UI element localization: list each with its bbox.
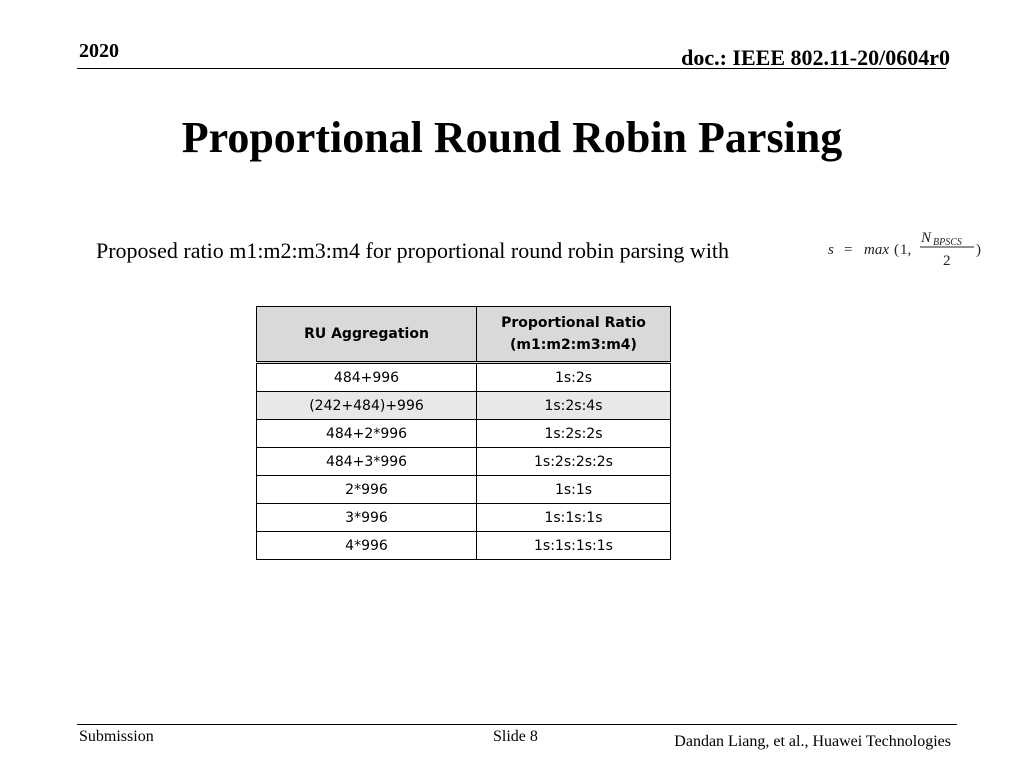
slide-title: Proportional Round Robin Parsing [181, 113, 843, 162]
cell-ru: 2*996 [257, 476, 477, 504]
footer-divider [77, 724, 957, 725]
table-row [257, 448, 671, 476]
header-divider [77, 68, 946, 69]
cell-ratio: 1s:2s:4s [477, 392, 671, 420]
cell-ratio: 1s:1s:1s [477, 504, 671, 532]
footer-slide-number: Slide 8 [493, 728, 538, 745]
cell-ratio: 1s:2s:2s [477, 420, 671, 448]
formula-arg1: 1, [900, 242, 912, 258]
table-row [257, 532, 671, 560]
cell-ru: 484+996 [257, 363, 477, 392]
cell-ru: 4*996 [257, 532, 477, 560]
svg-text:): ) [976, 242, 981, 258]
table-row [257, 476, 671, 504]
cell-ratio: 1s:1s [477, 476, 671, 504]
header-ru-aggregation: RU Aggregation [257, 307, 477, 363]
table-row [257, 392, 671, 420]
header-ratio-line2: (m1:m2:m3:m4) [510, 337, 637, 353]
body-text: Proposed ratio m1:m2:m3:m4 for proportional round robin parsing with [96, 238, 730, 263]
cell-ru: 484+3*996 [257, 448, 477, 476]
formula-numerator-sub: BPSCS [933, 237, 962, 248]
cell-ru: 3*996 [257, 504, 477, 532]
cell-ru: (242+484)+996 [257, 392, 477, 420]
table-header-row [257, 307, 671, 363]
cell-ru: 484+2*996 [257, 420, 477, 448]
svg-text:(: ( [894, 242, 899, 258]
table-row [257, 363, 671, 392]
footer-submission: Submission [79, 728, 154, 745]
header-ratio-line1: Proportional Ratio [501, 315, 646, 331]
header-year: 2020 [79, 40, 119, 62]
header-doc-id: doc.: IEEE 802.11-20/0604r0 [681, 45, 950, 70]
formula-numerator: N [921, 230, 932, 246]
formula-denominator: 2 [943, 253, 951, 269]
formula-equals: = [844, 242, 853, 258]
ratio-table [256, 306, 671, 560]
formula [826, 224, 986, 272]
table-row [257, 420, 671, 448]
cell-ratio: 1s:2s [477, 363, 671, 392]
cell-ratio: 1s:2s:2s:2s [477, 448, 671, 476]
cell-ratio: 1s:1s:1s:1s [477, 532, 671, 560]
table-row [257, 504, 671, 532]
formula-lhs: s [828, 242, 834, 258]
footer-authors: Dandan Liang, et al., Huawei Technologies [674, 733, 951, 750]
formula-func: max [864, 242, 889, 258]
header-proportional-ratio [477, 307, 671, 363]
